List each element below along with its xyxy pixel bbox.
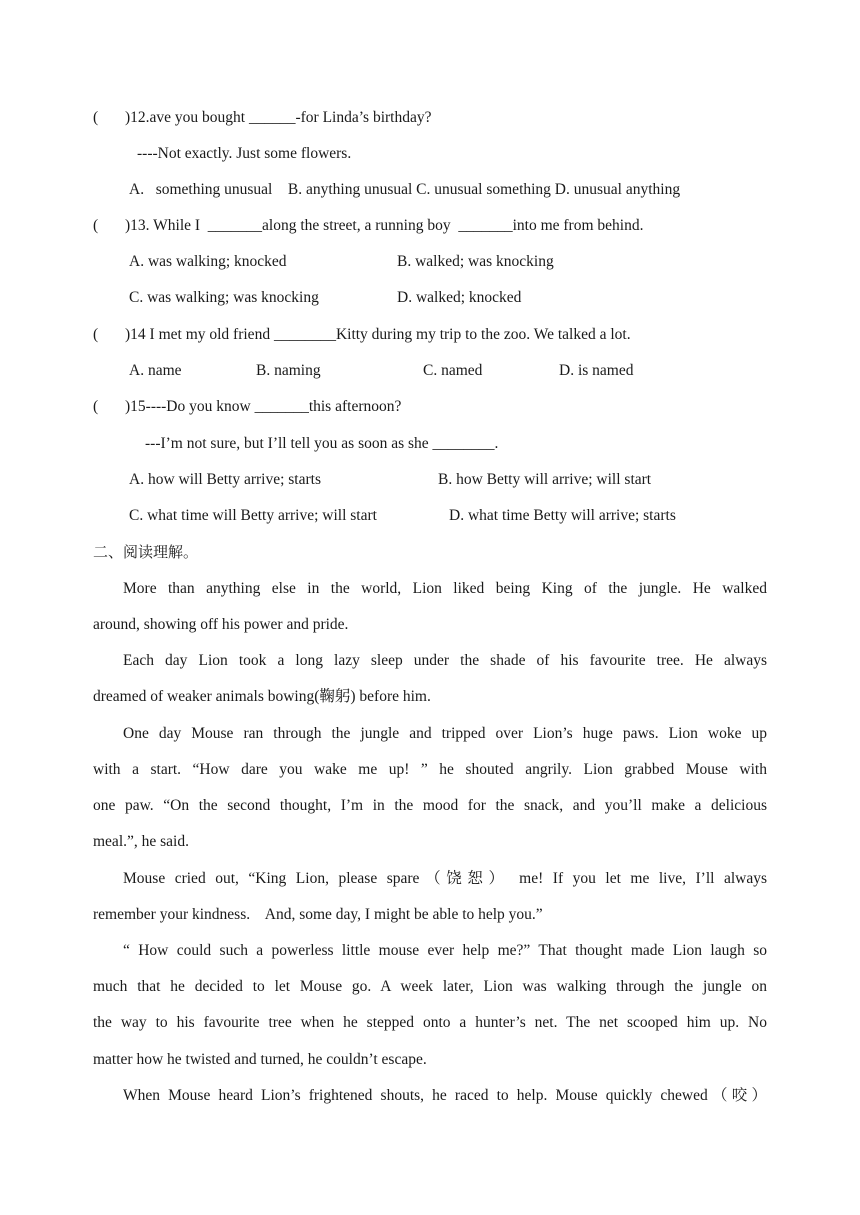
passage-p4-line1: Mouse cried out, “King Lion, please spare（饶恕） me! If you let me live, I’ll always xyxy=(123,870,767,887)
question-14-option-c: C. named xyxy=(423,362,483,379)
question-13-option-c: C. was walking; was knocking xyxy=(129,289,319,306)
question-15-reply: ---I’m not sure, but I’ll tell you as soon as she ________. xyxy=(145,435,499,452)
passage-p1-line2: around, showing off his power and pride. xyxy=(93,616,349,633)
passage-p4-line2: remember your kindness. And, some day, I might be able to help you.” xyxy=(93,906,543,923)
section-heading-reading: 二、阅读理解。 xyxy=(93,543,199,561)
question-13-stem: )13. While I _______along the street, a running boy _______into me from behind. xyxy=(125,217,644,234)
question-12-paren-open: ( xyxy=(93,109,99,126)
passage-p2-line1: Each day Lion took a long lazy sleep under the shade of his favourite tree. He always xyxy=(123,652,767,669)
question-12-stem: )12.ave you bought ______-for Linda’s birthday? xyxy=(125,109,432,126)
question-12-options: A. something unusual B. anything unusual C. unusual something D. unusual anything xyxy=(129,181,681,198)
passage-p3-line2: with a start. “How dare you wake me up! ” he shouted angrily. Lion grabbed Mouse with xyxy=(93,761,767,778)
question-14-paren-open: ( xyxy=(93,326,99,343)
question-13-option-a: A. was walking; knocked xyxy=(129,253,287,270)
question-14-option-d: D. is named xyxy=(559,362,634,379)
question-13-paren-open: ( xyxy=(93,217,99,234)
passage-p3-line1: One day Mouse ran through the jungle and tripped over Lion’s huge paws. Lion woke up xyxy=(123,725,767,742)
passage-p2-line2: dreamed of weaker animals bowing(鞠躬) before him. xyxy=(93,688,431,705)
passage-p5-line4: matter how he twisted and turned, he couldn’t escape. xyxy=(93,1051,427,1068)
question-15-paren-open: ( xyxy=(93,398,99,415)
passage-p5-line1: “ How could such a powerless little mouse ever help me?” That thought made Lion laugh so xyxy=(123,942,767,959)
question-14-option-a: A. name xyxy=(129,362,182,379)
question-15-option-d: D. what time Betty will arrive; starts xyxy=(449,507,676,524)
passage-p1-line1: More than anything else in the world, Lion liked being King of the jungle. He walked xyxy=(123,580,767,597)
question-15-option-c: C. what time will Betty arrive; will start xyxy=(129,507,377,524)
passage-p3-line3: one paw. “On the second thought, I’m in the mood for the snack, and you’ll make a delicious xyxy=(93,797,767,814)
question-15-option-b: B. how Betty will arrive; will start xyxy=(438,471,652,488)
question-14-stem: )14 I met my old friend ________Kitty during my trip to the zoo. We talked a lot. xyxy=(125,326,631,343)
passage-p3-line4: meal.”, he said. xyxy=(93,833,189,850)
question-14-option-b: B. naming xyxy=(256,362,321,379)
question-15-option-a: A. how will Betty arrive; starts xyxy=(129,471,321,488)
passage-p5-line3: the way to his favourite tree when he stepped onto a hunter’s net. The net scooped him up. No xyxy=(93,1014,767,1031)
question-15-stem: )15----Do you know _______this afternoon? xyxy=(125,398,402,415)
question-13-option-d: D. walked; knocked xyxy=(397,289,522,306)
question-13-option-b: B. walked; was knocking xyxy=(397,253,554,270)
question-12-reply: ----Not exactly. Just some flowers. xyxy=(137,145,352,162)
passage-p6-line1: When Mouse heard Lion’s frightened shouts, he raced to help. Mouse quickly chewed（咬） xyxy=(123,1087,767,1104)
passage-p5-line2: much that he decided to let Mouse go. A week later, Lion was walking through the jungle on xyxy=(93,978,767,995)
